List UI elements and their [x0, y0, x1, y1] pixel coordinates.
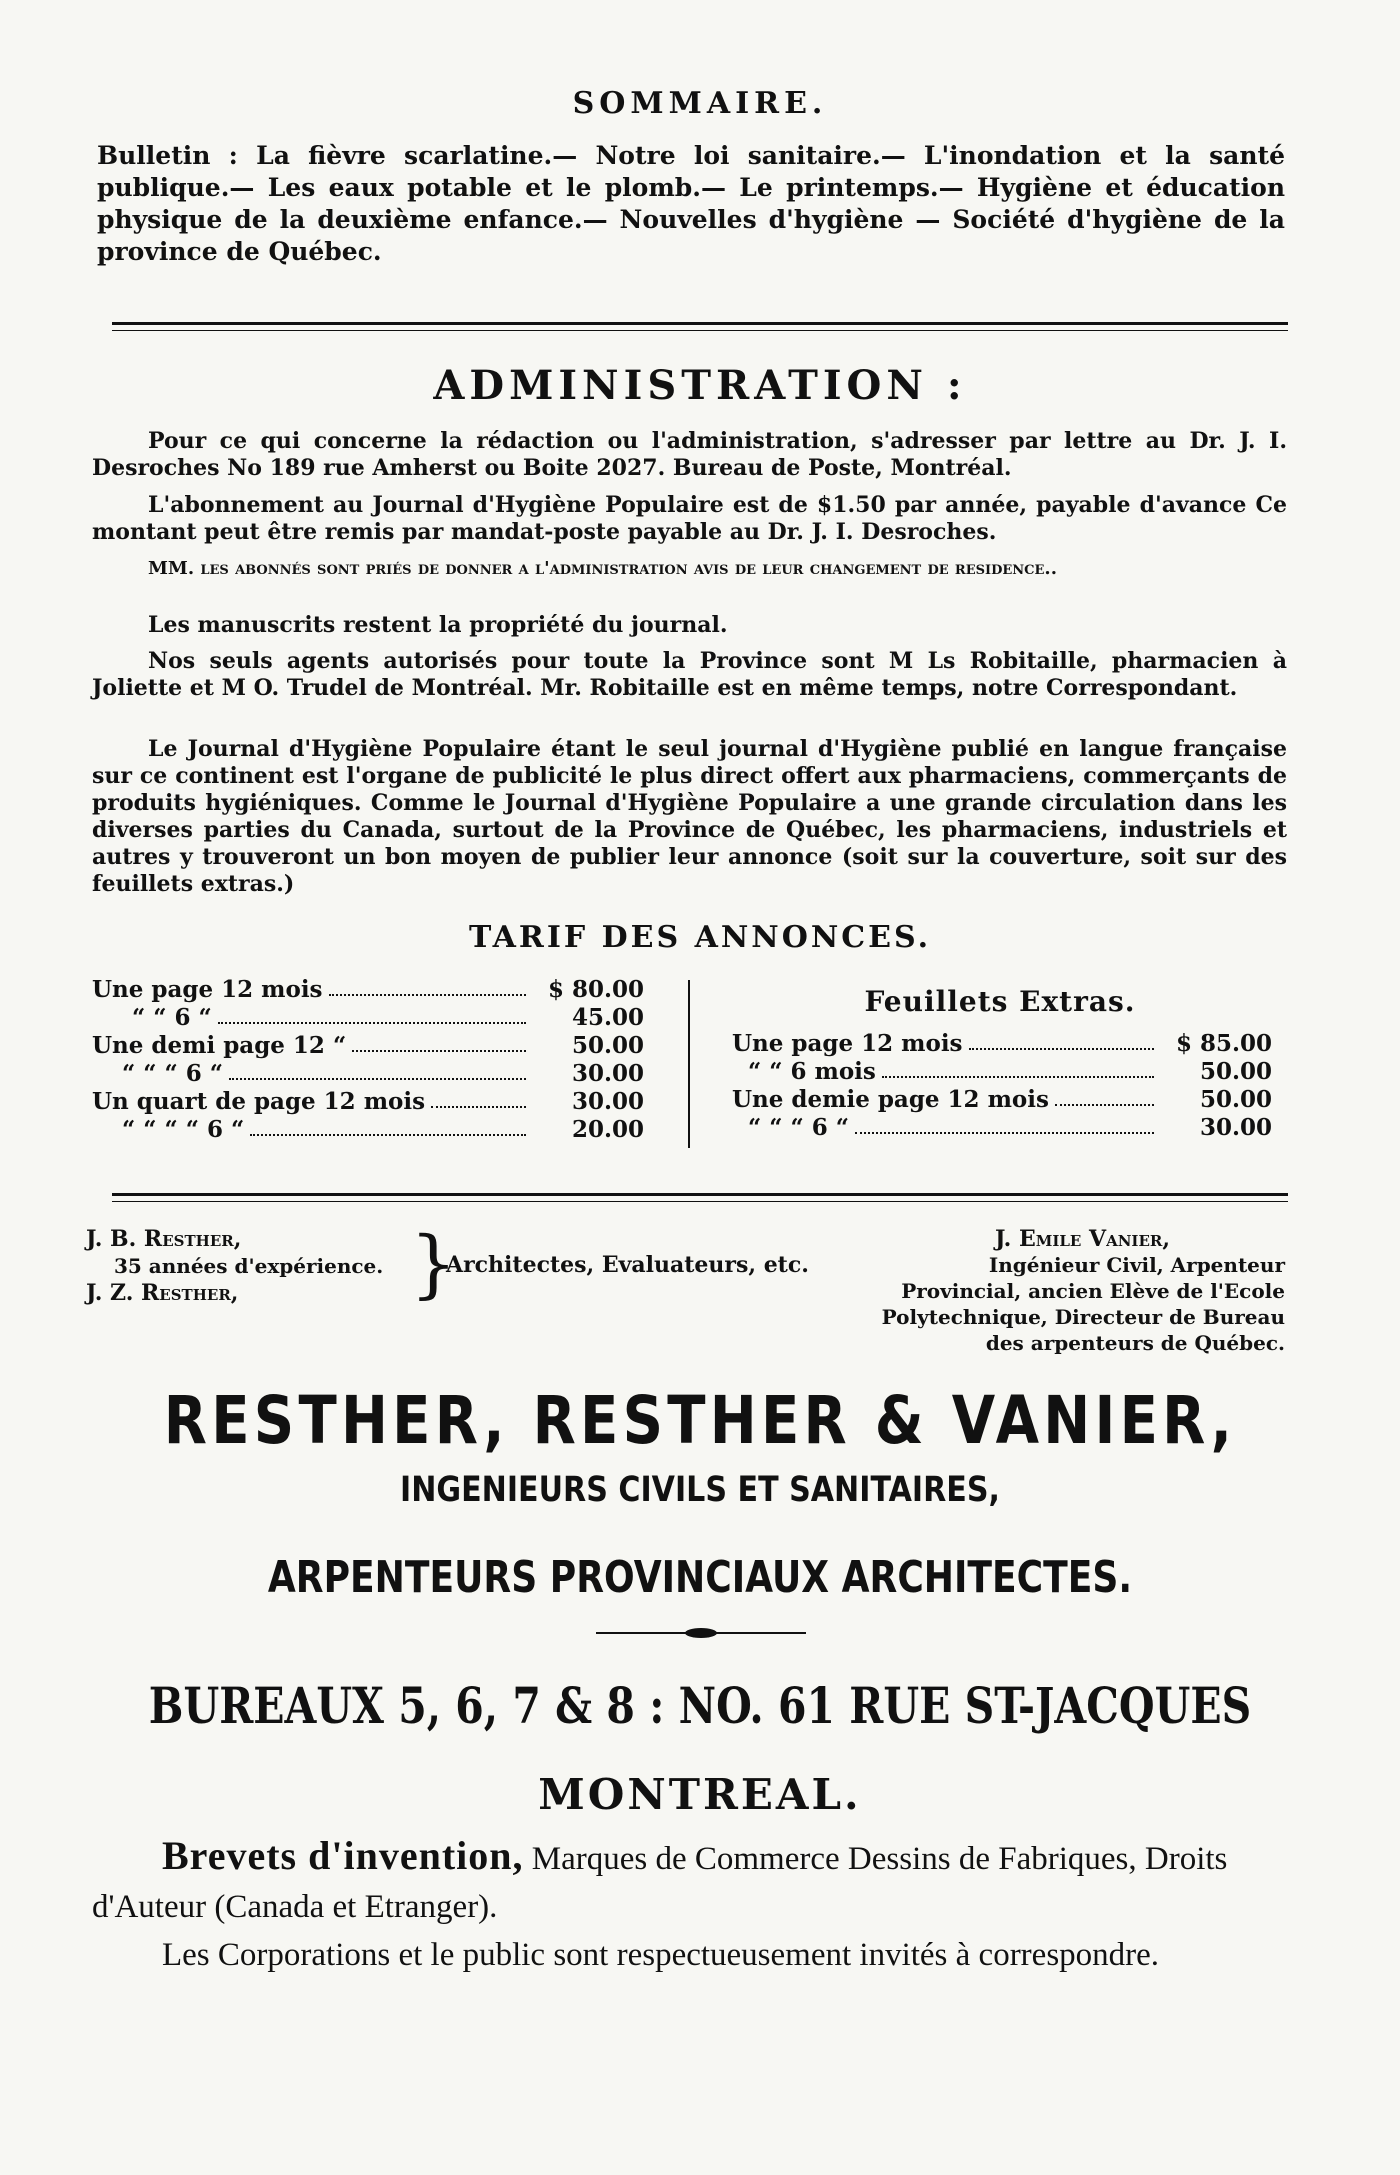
- rate-label: “ “ “ “ 6 “: [122, 1116, 245, 1143]
- rate-label: “ “ “ 6 “: [122, 1060, 223, 1087]
- credit-emile-vanier: J. Emile Vanier,: [994, 1226, 1171, 1252]
- firm-subtitle-arpenteurs: ARPENTEURS PROVINCIAUX ARCHITECTES.: [267, 1552, 1133, 1603]
- bureaux-address: BUREAUX 5, 6, 7 & 8 : NO. 61 RUE ST-JACQUES: [148, 1676, 1252, 1735]
- brevets-rest: Marques de Commerce Dessins de Fabriques, Droits d'Auteur (Canada et Etranger).: [92, 1841, 1228, 1925]
- rate-row: [92, 1088, 644, 1116]
- dot-leader: [882, 1058, 1154, 1078]
- tarif-left-table: [92, 976, 644, 1144]
- firm-name: RESTHER, RESTHER & VANIER,: [163, 1382, 1237, 1459]
- brevets-paragraph: [92, 1832, 1282, 1931]
- brace-glyph: }: [410, 1221, 458, 1307]
- rate-row: [92, 1004, 644, 1032]
- rate-label: “ “ “ 6 “: [748, 1114, 849, 1141]
- rate-label: “ “ 6 “: [132, 1004, 212, 1031]
- admin-paragraph-abonnement: L'abonnement au Journal d'Hygiène Populaire est de $1.50 par année, payable d'avance Ce montant peut être remis par mandat-poste payable au Dr. J. I. Desroches.: [92, 492, 1287, 545]
- brevets-block: [92, 1832, 1282, 1979]
- admin-paragraph-redaction: Pour ce qui concerne la rédaction ou l'administration, s'adresser par lettre au Dr. J. I. Desroches No 189 rue Amherst ou Boite 2027. Bureau de Poste, Montréal.: [92, 428, 1287, 481]
- sommaire-text: Bulletin : La fièvre scarlatine.— Notre loi sanitaire.— L'inondation et la santé publique.— Les eaux potable et le plomb.— Le printemps.— Hygiène et éducation physique de la deuxième enfance.— Nouvelles d'hygiène — Société d'hygiène de la province de Québec.: [97, 141, 1285, 266]
- credit-resther-block: [86, 1226, 416, 1307]
- rate-row: [92, 1116, 644, 1144]
- dot-leader: [352, 1032, 526, 1052]
- dot-leader: [329, 976, 526, 996]
- admin-paragraph-agents: Nos seuls agents autorisés pour toute la Province sont M Ls Robitaille, pharmacien à Joliette et M O. Trudel de Montréal. Mr. Robitaille est en même temps, notre Correspondant.: [92, 648, 1287, 701]
- tarif-title: TARIF DES ANNONCES.: [468, 920, 932, 955]
- dot-leader: [969, 1030, 1154, 1050]
- admin-paragraph-manuscrits: Les manuscrits restent la propriété du journal.: [148, 612, 728, 638]
- rate-label: Une demie page 12 mois: [732, 1086, 1049, 1113]
- credit-jz-resther: J. Z. Resther,: [86, 1280, 239, 1306]
- dot-leader: [855, 1114, 1154, 1134]
- dot-leader: [431, 1088, 526, 1108]
- rate-row: [732, 1058, 1272, 1086]
- city-name: MONTREAL.: [538, 1770, 862, 1819]
- admin-paragraph-publicite: Le Journal d'Hygiène Populaire étant le seul journal d'Hygiène publié en langue française sur ce continent est l'organe de publicité le plus direct offert aux pharmaciens, commerçants de produits hygiéniques. Comme le Journal d'Hygiène Populaire a une grande circulation dans les diverses parties du Canada, surtout de la Province de Québec, les pharmaciens, industriels et autres y trouveront un bon moyen de publier leur annonce (soit sur la couverture, soit sur des feuillets extras.): [92, 736, 1287, 897]
- rate-price: 20.00: [571, 1116, 644, 1143]
- dot-leader: [250, 1116, 526, 1136]
- credit-experience: 35 années d'expérience.: [114, 1254, 384, 1278]
- brevets-invitation: Les Corporations et le public sont respectueusement invités à correspondre.: [162, 1937, 1160, 1973]
- credit-jb-resther: J. B. Resther,: [86, 1226, 242, 1252]
- rate-price: 50.00: [571, 1032, 644, 1059]
- rate-label: Une demi page 12 “: [92, 1032, 347, 1059]
- rate-row: [92, 1032, 644, 1060]
- sommaire-title: SOMMAIRE.: [572, 86, 828, 121]
- dot-leader: [218, 1004, 526, 1024]
- rate-row: [92, 976, 644, 1004]
- rate-row: [92, 1060, 644, 1088]
- tarif-right-table: [732, 1030, 1272, 1142]
- rate-label: “ “ 6 mois: [748, 1058, 876, 1085]
- credit-architectes: Architectes, Evaluateurs, etc.: [446, 1252, 809, 1278]
- rate-price: 50.00: [1199, 1086, 1272, 1113]
- brevets-lead: Brevets d'invention,: [162, 1833, 524, 1878]
- divider-rule-thin: [112, 330, 1288, 331]
- rate-price: 45.00: [571, 1004, 644, 1031]
- divider-rule: [112, 322, 1288, 325]
- dot-leader: [229, 1060, 526, 1080]
- rate-row: [732, 1030, 1272, 1058]
- feuillets-extras-title: Feuillets Extras.: [864, 985, 1136, 1018]
- tarif-column-divider: [688, 980, 690, 1148]
- rate-price: 30.00: [571, 1060, 644, 1087]
- divider-rule: [112, 1193, 1288, 1196]
- administration-title: ADMINISTRATION :: [433, 362, 967, 409]
- dot-leader: [1055, 1086, 1154, 1106]
- rate-row: [732, 1086, 1272, 1114]
- rate-price: $ 85.00: [1175, 1030, 1272, 1057]
- admin-paragraph-changement: MM. les abonnés sont priés de donner a l'administration avis de leur changement de residence..: [148, 558, 1057, 579]
- rate-label: Une page 12 mois: [92, 976, 323, 1003]
- rate-price: 50.00: [1199, 1058, 1272, 1085]
- rate-label: Un quart de page 12 mois: [92, 1088, 426, 1115]
- rate-price: $ 80.00: [547, 976, 644, 1003]
- credit-vanier-block: [880, 1226, 1285, 1356]
- credit-vanier-description: Ingénieur Civil, Arpenteur Provincial, ancien Elève de l'Ecole Polytechnique, Directeur de Bureau des arpenteurs de Québec.: [881, 1253, 1285, 1355]
- ornament-rule: [596, 1628, 806, 1638]
- rate-price: 30.00: [571, 1088, 644, 1115]
- rate-price: 30.00: [1199, 1114, 1272, 1141]
- firm-subtitle-ingenieurs: INGENIEURS CIVILS ET SANITAIRES,: [399, 1470, 1000, 1510]
- rate-label: Une page 12 mois: [732, 1030, 963, 1057]
- rate-row: [732, 1114, 1272, 1142]
- divider-rule-thin: [112, 1201, 1288, 1202]
